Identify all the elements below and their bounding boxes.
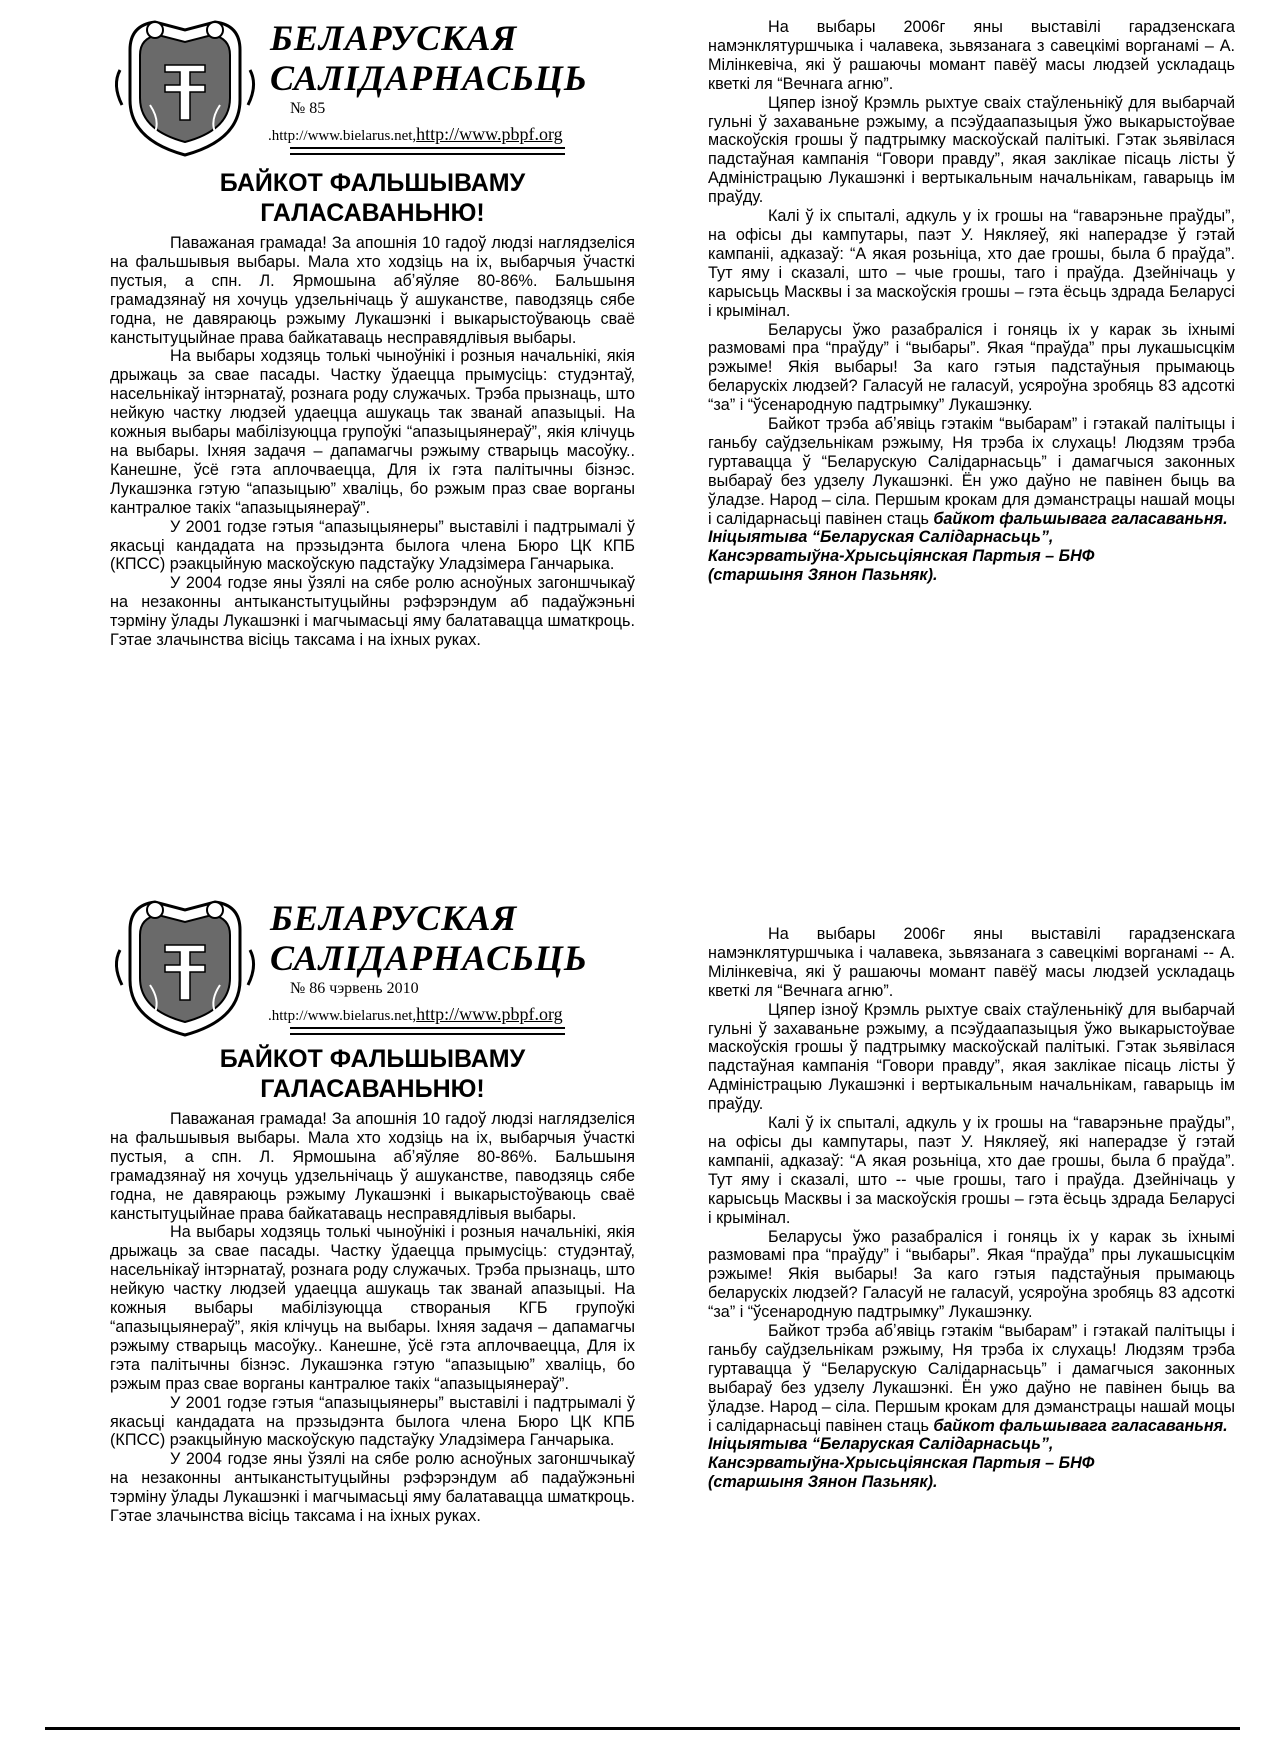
paragraph: Цяпер ізноў Крэмль рыхтуе сваіх стаўленьнікў для выбарчай гульні ў захаваньне рэжыму, а псэўдаапазыцыя ўжо выкарыстоўвае маскоўскія грошы ў падтрымку маскоўскай палітыкі. Гэтак зьявілася падстаўная кампанія “Говори правду”, якая заклікае пісаць лісты ў Адміністрацыю Лукашэнкі і вертыкальным начальнікам, гаварыць ім праўду. — [708, 1000, 1235, 1114]
signature-party: Кансэрватыўна-Хрысьціянская Партыя – БНФ — [708, 547, 1095, 566]
website-url-bielarus[interactable]: .http://www.bielarus.net, — [268, 128, 417, 144]
paragraph: Беларусы ўжо разабраліся і гоняць іх у карак зь іхнымі размовамі пра “праўду” і “выбары”. Якая “праўда” пры лукашысцкім рэжыме! Якія выбары! За каго гэтыя падстаўныя прымаюць беларускіх людзей? Галасуй не галасуй, усяроўна зробяць 83 адсоткі “за” і “ўсенародную падтрымку” Лукашэнку. — [708, 320, 1235, 415]
headline-line1: БАЙКОТ ФАЛЬШЫВАМУ — [219, 169, 526, 197]
left-column — [110, 0, 635, 650]
closing-call-boycott: байкот фальшывага галасаваньня. — [933, 509, 1228, 528]
issue-number-date: № 86 чэрвень 2010 — [290, 980, 419, 997]
website-links — [268, 124, 640, 145]
paragraph: У 2001 годзе гэтыя “апазыцыянеры” выставілі і падтрымалі ў якасьці кандадата на прэзыдэнта былога члена Бюро ЦК КПБ (КПСС) рэакцыйную маскоўскую падстаўку Уладзімера Ганчарыка. — [110, 1393, 635, 1450]
website-url-pbpf[interactable]: http://www.pbpf.org — [416, 1004, 563, 1024]
signature-initiative: Ініцыятыва “Беларуская Салідарнасьць”, — [708, 528, 1054, 547]
paragraph-with-closing — [708, 1322, 1235, 1435]
right-column — [708, 925, 1235, 1492]
paragraph: Калі ў іх спыталі, адкуль у іх грошы на “гаварэньне праўды”, на офісы ды кампутары, паэт У. Някляеў, які наперадзе ў гэтай кампаніі, адказаў: “А якая розьніца, хто дае грошы, была б праўда”. Тут яму і сказалі, што – чые грошы, таго і праўда. Дзейнічаць у карысьць Масквы і за маскоўскія грошы – гэта ёсьць здрада Беларусі і крымінал. — [708, 207, 1235, 320]
signature-initiative: Ініцыятыва “Беларуская Салідарнасьць”, — [708, 1435, 1054, 1454]
paragraph: Паважаная грамада! За апошнія 10 гадоў людзі наглядзеліся на фальшывыя выбары. Мала хто ходзіць на іх, выбарчыя ўчасткі пустыя, а спн. Л. Ярмошына абʼяўляе 80-86%. Бальшыня грамадзянаў ня хочуць удзельнічаць ў ашуканстве, паводзяць сябе годна, не давяраюць рэжыму Лукашэнкі і выкарыстоўваюць сваё канстытуцыйнае права байкатаваць несправядлівыя выбары. — [110, 1110, 635, 1223]
headline-line1: БАЙКОТ ФАЛЬШЫВАМУ — [219, 1045, 526, 1073]
signature-chairman: (старшыня Зянон Пазьняк). — [708, 1473, 938, 1492]
coat-of-arms-crest-icon — [110, 890, 260, 1040]
issue-number: № 85 — [290, 100, 326, 117]
left-column — [110, 880, 635, 1526]
masthead — [110, 880, 635, 1050]
double-rule-divider — [290, 147, 565, 155]
paragraph-text: Байкот трэба абʼявіць гэтакім “выбарам” і гэтакай палітыцы і ганьбу саўдзельнікам рэжыму, Ня трэба іх слухаць! Людзям трэба гуртавацца ў “Беларускую Салідарнасьць” і дамагчыся законных выбараў без удзелу Лукашэнкі. Ён ужо даўно не павінен быць ва ўладзе. Народ – сіла. Першым крокам для дэманстрацы нашай моцы і салідарнасьці павінен стаць — [708, 1322, 1235, 1435]
paragraph-text: Байкот трэба абʼявіць гэтакім “выбарам” і гэтакай палітыцы і ганьбу саўдзельнікам рэжыму, Ня трэба іх слухаць! Людзям трэба гуртавацца ў “Беларускую Салідарнасьць” і дамагчыся законных выбараў без удзелу Лукашэнкі. Ён ужо даўно не павінен быць ва ўладзе. Народ – сіла. Першым крокам для дэманстрацы нашай моцы і салідарнасьці павінен стаць — [708, 415, 1235, 528]
paragraph: У 2001 годзе гэтыя “апазыцыянеры” выставілі і падтрымалі ў якасьці кандадата на прэзыдэнта былога члена Бюро ЦК КПБ (КПСС) рэакцыйную маскоўскую падстаўку Уладзімера Ганчарыка. — [110, 517, 635, 574]
article-body-left — [110, 234, 635, 650]
signature-party: Кансэрватыўна-Хрысьціянская Партыя – БНФ — [708, 1454, 1095, 1473]
signature-chairman: (старшыня Зянон Пазьняк). — [708, 566, 938, 585]
paragraph: У 2004 годзе яны ўзялі на сябе ролю асноўных загоншчыкаў на незаконны антыканстытуцыйны рэфэрэндум аб падаўжэньні тэрміну ўлады Лукашэнкі і магчымасьці яму балатавацца шматкроць. Гэтае злачынства вісіць таксама і на іхных руках. — [110, 1450, 635, 1526]
masthead — [110, 0, 635, 170]
bottom-page-rule — [45, 1727, 1240, 1730]
paragraph: Цяпер ізноў Крэмль рыхтуе сваіх стаўленьнікў для выбарчай гульні ў захаваньне рэжыму, а псэўдаапазыцыя ўжо выкарыстоўвае маскоўскія грошы ў падтрымку маскоўскай палітыкі. Гэтак зьявілася падстаўная кампанія “Говори правду”, якая заклікае пісаць лісты ў Адміністрацыю Лукашэнкі і вертыкальным начальнікам, гаварыць ім праўду. — [708, 93, 1235, 207]
paragraph: Паважаная грамада! За апошнія 10 гадоў людзі наглядзеліся на фальшывыя выбары. Мала хто ходзіць на іх, выбарчыя ўчасткі пустыя, а спн. Л. Ярмошына абʼяўляе 80-86%. Бальшыня грамадзянаў ня хочуць удзельнічаць ў ашуканстве, паводзяць сябе годна, не давяраюць рэжыму Лукашэнкі і выкарыстоўваюць сваё канстытуцыйнае права байкатаваць несправядлівыя выбары. — [110, 234, 635, 347]
double-rule-divider — [290, 1027, 565, 1035]
masthead-title-line2: САЛІДАРНАСЬЦЬ — [270, 938, 588, 978]
article-body-left — [110, 1110, 635, 1526]
website-url-pbpf[interactable]: http://www.pbpf.org — [416, 124, 563, 144]
paragraph: У 2004 годзе яны ўзялі на сябе ролю асноўных загоншчыкаў на незаконны антыканстытуцыйны рэфэрэндум аб падаўжэньні тэрміну ўлады Лукашэнкі і магчымасьці яму балатавацца шматкроць. Гэтае злачынства вісіць таксама і на іхных руках. — [110, 574, 635, 650]
paragraph: На выбары ходзяць толькі чыноўнікі і розныя начальнікі, якія дрыжаць за свае пасады. Частку ўдаецца прымусіць: студэнтаў, насельнікаў інтэрнатаў, рознага роду служачых. Трэба прызнаць, што нейкую частку людзей удаецца ашукаць так званай апазыцыі. На кожныя выбары мабілізуюцца групоўкі “апазыцыянераў”, якія клічуць на выбары. Іхняя задачя – дапамагчы рэжыму стварыць масоўку.. Канешне, ўсё гэта аплочваецца, Для іх гэта палітычны бізнэс. Лукашэнка гэтую “апазыцыю” хваліць, бо рэжым праз свае ворганы кантралюе такіх “апазыцыянераў”. — [110, 347, 635, 517]
leaflet-issue-85 — [0, 0, 1276, 870]
paragraph: На выбары ходзяць толькі чыноўнікі і розныя начальнікі, якія дрыжаць за свае пасады. Частку ўдаецца прымусіць: студэнтаў, насельнікаў інтэрнатаў, рознага роду служачых. Трэба прызнаць, што нейкую частку людзей удаецца ашукаць так званай апазыцыі. На кожныя выбары мабілізуюцца створаныя КГБ групоўкі “апазыцыянераў”, якія клічуць на выбары. Іхняя задачя – дапамагчы рэжыму стварыць масоўку.. Канешне, ўсё гэта аплочваецца, Для іх гэта палітычны бізнэс. Лукашэнка гэтую “апазыцыю” хваліць, бо рэжым праз свае ворганы кантралюе такіх “апазыцыянераў”. — [110, 1223, 635, 1393]
headline-line2: ГАЛАСАВАНЬНЮ! — [260, 199, 485, 227]
coat-of-arms-crest-icon — [110, 10, 260, 160]
paragraph: На выбары 2006г яны выставілі гарадзенскага намэнклятуршчыка і чалавека, зьвязанага з савецкімі ворганамі -- А. Мілінкевіча, які ў рашаючы момант павёў масы людзей ускладаць кветкі ля “Вечнага агню”. — [708, 925, 1235, 1000]
masthead-title-line1: БЕЛАРУСКАЯ — [270, 898, 518, 938]
masthead-title-line2: САЛІДАРНАСЬЦЬ — [270, 58, 588, 98]
paragraph: На выбары 2006г яны выставілі гарадзенскага намэнклятуршчыка і чалавека, зьвязанага з савецкімі ворганамі – А. Мілінкевіча, які ў рашаючы момант павёў масы людзей ускладаць кветкі ля “Вечнага агню”. — [708, 18, 1235, 93]
headline-line2: ГАЛАСАВАНЬНЮ! — [260, 1075, 485, 1103]
paragraph: Беларусы ўжо разабраліся і гоняць іх у карак зь іхнымі размовамі пра “праўду” і “выбары”. Якая “праўда” пры лукашысцкім рэжыме! Якія выбары! За каго гэтыя падстаўныя прымаюць беларускіх людзей? Галасуй не галасуй, усяроўна зробяць 83 адсоткі “за” і “ўсенародную падтрымку” Лукашэнку. — [708, 1227, 1235, 1322]
closing-call-boycott: байкот фальшывага галасаваньня. — [933, 1416, 1228, 1435]
paragraph-with-closing — [708, 415, 1235, 528]
paragraph: Калі ў іх спыталі, адкуль у іх грошы на “гаварэньне праўды”, на офісы ды кампутары, паэт У. Някляеў, які наперадзе ў гэтай кампаніі, адказаў: “А якая розьніца, хто дае грошы, была б праўда”. Тут яму і сказалі, што -- чые грошы, таго і праўда. Дзейнічаць у карысьць Масквы і за маскоўскія грошы – гэта ёсьць здрада Беларусі і крымінал. — [708, 1114, 1235, 1227]
masthead-title-line1: БЕЛАРУСКАЯ — [270, 18, 518, 58]
website-links — [268, 1004, 640, 1025]
leaflet-issue-86 — [0, 880, 1276, 1720]
website-url-bielarus[interactable]: .http://www.bielarus.net, — [268, 1008, 417, 1024]
right-column — [708, 18, 1235, 585]
